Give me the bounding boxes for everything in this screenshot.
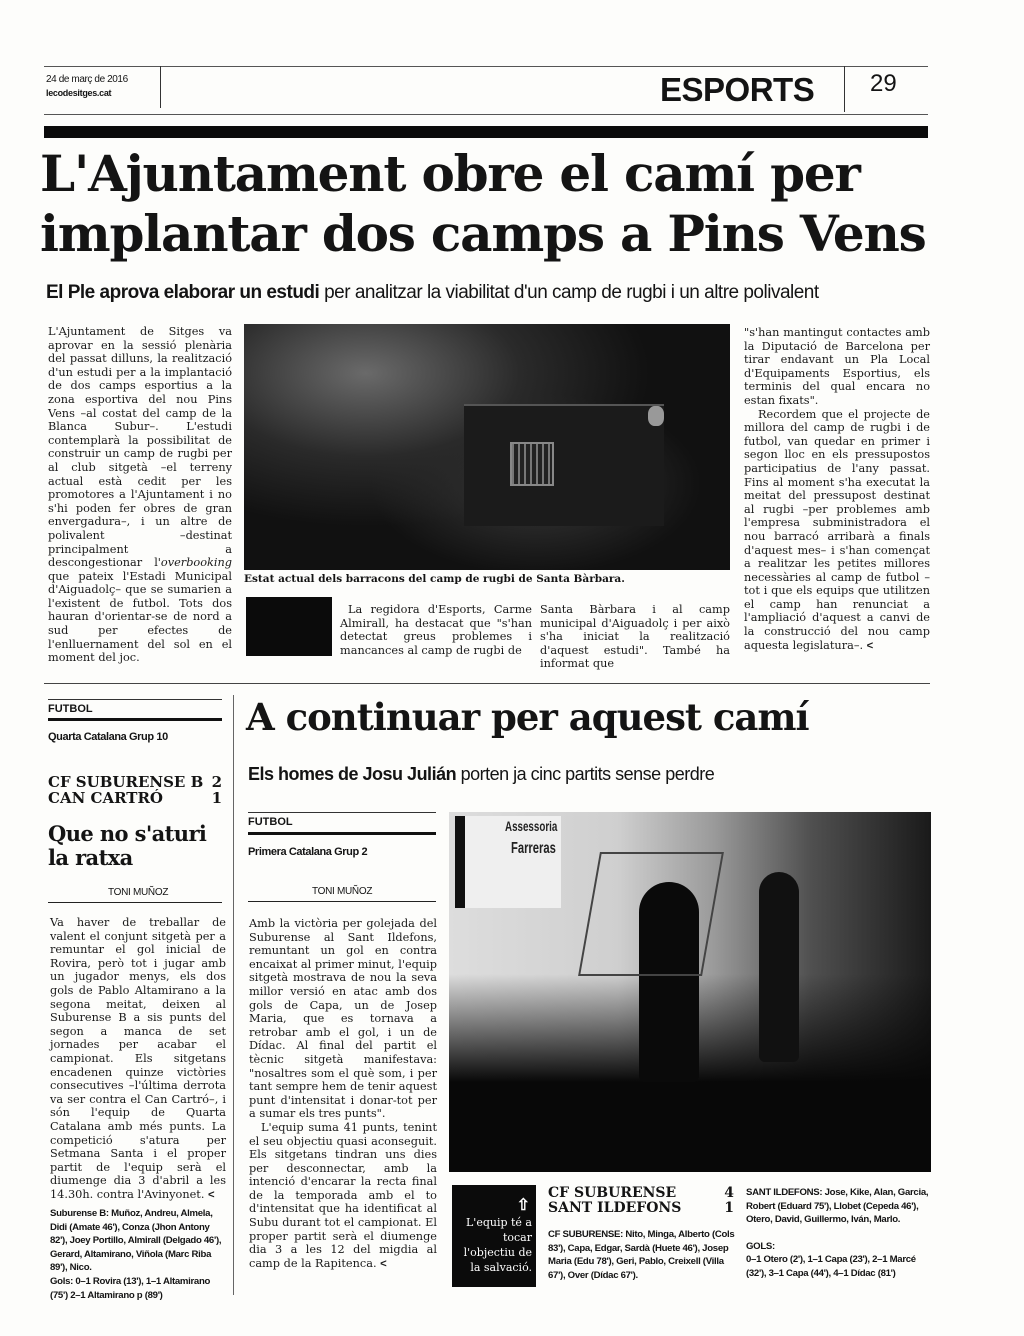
left-body-text: Va haver de treballar de valent el conjunt sitgetà per a remuntar el gol inicial de Rovira, però tot i jugar amb un jugador menys, els dos gols de Pablo Altamirano a la segona meitat, deixen al Suburense B a sis punts del segon a manca de set jornades per acabar el campionat. Els sitgetans encadenen quinze victòries consecutives –l'última derrota va ser contra el Can Cartró–, i són l'equip de Quarta Catalana amb més punts. La competició s'atura per Setmana Santa i el proper partit de l'equip serà el diumenge dia 3 d'abril a les 14.30h. contra l'Avinyonet.	[50, 916, 226, 1201]
left-kicker-bottom-rule	[48, 718, 222, 721]
main-headline-line-2: implantar dos camps a Pins Vens	[40, 204, 926, 263]
second-kicker-top-rule	[248, 812, 436, 813]
second-byline-rule	[248, 901, 436, 902]
photo-caption: Estat actual dels barracons del camp de rugbi de Santa Bàrbara.	[244, 573, 625, 585]
left-byline-rule	[48, 902, 222, 903]
left-headline-line-1: Que no s'aturi	[48, 821, 207, 846]
masthead-top-rule	[44, 66, 928, 67]
masthead-divider-right	[844, 66, 845, 112]
author-photo-placeholder	[246, 597, 332, 656]
left-column-divider	[233, 695, 234, 1295]
football-match-photo	[449, 812, 931, 1172]
left-league: Quarta Catalana Grup 10	[48, 731, 168, 743]
second-subhead-rest: porten ja cinc partits sense perdre	[456, 764, 715, 784]
photo-sign	[648, 406, 664, 426]
section-separator	[44, 683, 930, 684]
left-goals-text: Gols: 0–1 Rovira (13'), 1–1 Altamirano (75') 2–1 Altamirano p (89')	[50, 1275, 211, 1301]
result-team: CAN CARTRÓ	[48, 789, 163, 807]
goals-label: GOLS:	[746, 1240, 775, 1252]
second-body-para-1: Amb la victòria per golejada del Suburense al Sant Ildefons, remuntant un gol en contra encaixat al primer minut, l'equip sitgetà mostrava de nou la seva millor versió en atac amb dos gols de Capa, un de Josep Maria, que es tornava a retrobar amb el gol, i un de Dídac. Al final del partit el tècnic sitgetà manifestava: "nosaltres som el què som, i per tant sempre hem de tenir aquest punt d'intensitat i donar-tot per a sumar els tres punts".	[249, 917, 437, 1121]
second-body-para-2	[249, 1121, 437, 1272]
main-article-column-1	[48, 325, 232, 665]
photo-window	[510, 442, 554, 486]
left-headline-line-2: la ratxa	[48, 845, 133, 870]
away-lineup	[746, 1186, 932, 1281]
main-subhead-bold: El Ple aprova elaborar un estudi	[46, 282, 320, 303]
main-col4-para-2-text: Recordem que el projecte de millora del camp de rugbi i de futbol, van quedar en primer i segon lloc en els pressupostos participatius de l'any passat. Fins al moment s'ha executat la meitat del pressupost destinat al rugbi –per problemes amb l'empresa subministradora el nou barracó arribarà a finals d'aquest mes– i s'han començat a realitzar les petites millores necessàries al camp de futbol –tot i que els equips que utilitzen el camp han renunciat a l'ampliació d'aquest a canvi de la construcció del nou camp aquesta legislatura–.	[744, 407, 930, 652]
result-team: CF SUBURENSE B	[48, 773, 204, 791]
website: lecodesitges.cat	[46, 88, 112, 98]
end-mark-icon: <	[208, 1188, 215, 1201]
photo-fence	[578, 852, 724, 976]
page-number: 29	[870, 70, 897, 97]
second-subhead	[248, 764, 714, 785]
result-team: SANT ILDEFONS	[548, 1200, 682, 1216]
result-score: 1	[724, 1200, 734, 1216]
second-result-row	[548, 1186, 734, 1201]
goals-text: 0–1 Otero (2'), 1–1 Capa (23'), 2–1 Marcé (32'), 3–1 Capa (44'), 4–1 Dídac (81')	[746, 1254, 916, 1279]
main-headline	[40, 144, 926, 264]
main-headline-line-1: L'Ajuntament obre el camí per	[40, 144, 860, 203]
main-col1-italic: overbooking	[160, 556, 232, 570]
issue-date: 24 de març de 2016	[46, 74, 128, 85]
left-headline	[48, 822, 206, 870]
second-byline: TONI MUÑOZ	[312, 886, 373, 897]
callout-box	[452, 1185, 536, 1287]
left-lineup-text: Suburense B: Muñoz, Andreu, Almela, Didi (Amate 46'), Conza (Jhon Antony 82'), Joey Portillo, Almirall (Delgado 46'), Gerard, Altamirano, Viñola (Marc Riba 89'), Nico.	[50, 1208, 222, 1274]
masthead-divider-left	[160, 66, 161, 108]
left-kicker-top-rule	[48, 699, 222, 700]
result-team: CF SUBURENSE	[548, 1185, 677, 1201]
home-lineup: CF SUBURENSE: Nito, Minga, Alberto (Cols 83'), Capa, Edgar, Sardà (Huete 46'), Josep Maria (Edu 78'), Geri, Pablo, Creixell (Villa 67'), Over (Dídac 67').	[548, 1229, 735, 1281]
main-col1-end: que pateix l'Estadi Municipal d'Aiguadolç– que se sumarien a l'existent de futbol. Tots dos hauran d'orientar-se de nord a sud per efectes de l'enlluernament del sol en el moment del joc.	[48, 569, 232, 665]
result-score: 1	[211, 789, 222, 807]
left-results	[48, 774, 222, 806]
end-mark-icon: <	[866, 639, 874, 652]
result-score: 4	[724, 1185, 734, 1201]
left-lineup	[50, 1207, 228, 1302]
left-result-row	[48, 790, 222, 806]
second-kicker-bottom-rule	[248, 832, 436, 835]
result-score: 2	[211, 773, 222, 791]
away-lineup-text: SANT ILDEFONS: Jose, Kike, Alan, Garcia, Robert (Eduard 75'), Llobet (Cepeda 46'), Otero, David, Guillermo, Iván, Marlo.	[746, 1187, 929, 1226]
second-body-para-2-text: L'equip suma 41 punts, tenint el seu objectiu quasi aconseguit. Els sitgetans tindran uns dies per desconnectar, amb la intenció d'encarar la recta final de la temporada amb el to d'intensitat que ha identificat al Subu durant tot el campionat. El proper partit serà el diumenge dia 3 a les 12 del migdia al camp de la Rapitenca.	[249, 1120, 437, 1270]
main-article-column-4	[744, 326, 930, 653]
main-article-column-2: La regidora d'Esports, Carme Almirall, ha destacat que "s'han detectat greus problemes i mancances al camp de rugbi de	[340, 603, 532, 657]
second-result-row	[548, 1201, 734, 1216]
section-title: ESPORTS	[660, 71, 815, 108]
second-subhead-bold: Els homes de Josu Julián	[248, 764, 457, 784]
main-col1-text: L'Ajuntament de Sitges va aprovar en la sessió plenària del passat dilluns, la realització d'un estudi per a la implantació de dos camps esportius a la zona esportiva del nou Pins Vens –al costat del camp de la Blanca Subur–. L'estudi contemplarà la possibilitat de construir un camp de rugbi per al club sitgetà –el terreny actual està cedit per les promotores a l'Ajuntament i no s'hi poden fer obres de gran envergadura–, i un altre de polivalent –destinat principalment a descongestionar l'	[48, 325, 232, 570]
main-col4-para-1: "s'han mantingut contactes amb la Diputació de Barcelona per tirar endavant un Pla Local d'Equipaments Esportius, els terminis del qual encara no estan fixats".	[744, 326, 930, 407]
second-headline: A continuar per aquest camí	[246, 695, 809, 739]
second-results	[548, 1186, 734, 1216]
rugby-barracks-photo	[244, 324, 730, 570]
masthead-bottom-rule	[44, 114, 928, 115]
callout-text: L'equip té a tocar l'objectiu de la salvació.	[463, 1216, 532, 1274]
section-black-bar	[44, 126, 928, 138]
photo-building	[464, 404, 664, 526]
main-subhead-rest: per analitzar la viabilitat d'un camp de rugbi i un altre polivalent	[319, 282, 819, 303]
photo-banner-text-1: Assessoria	[505, 818, 558, 834]
second-article-body	[249, 917, 437, 1271]
main-subhead	[46, 282, 819, 304]
end-mark-icon: <	[380, 1257, 387, 1270]
left-result-row	[48, 774, 222, 790]
second-kicker: FUTBOL	[248, 816, 293, 828]
main-col4-para-2	[744, 408, 930, 654]
second-league: Primera Catalana Grup 2	[248, 846, 368, 858]
photo-banner-text-2: Farreras	[511, 840, 556, 857]
left-article-body	[50, 916, 226, 1202]
main-article-column-3: Santa Bàrbara i al camp municipal d'Aiguadolç i per això s'ha iniciat la realització d'aquest estudi". També ha informat que	[540, 603, 730, 671]
arrow-up-icon: ⇧	[516, 1197, 530, 1214]
left-kicker: FUTBOL	[48, 703, 93, 715]
photo-player-2	[759, 872, 799, 1062]
left-byline: TONI MUÑOZ	[108, 887, 169, 898]
